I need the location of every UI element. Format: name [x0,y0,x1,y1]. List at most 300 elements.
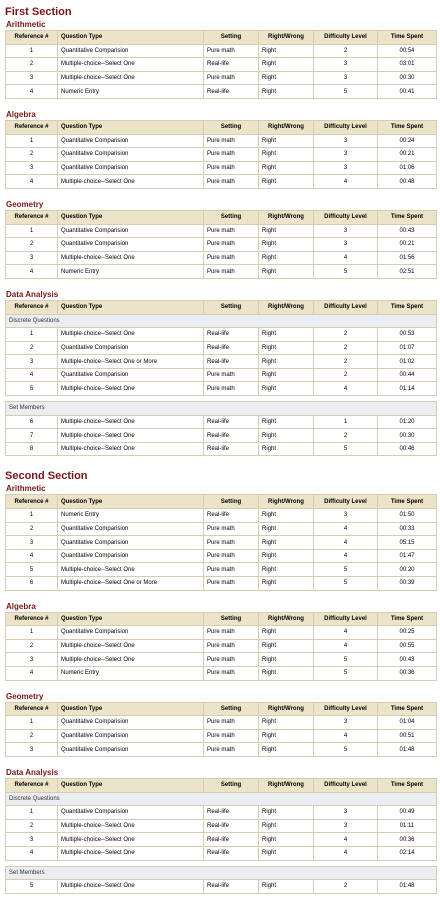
table-cell: Right [259,639,314,653]
results-table [5,120,437,189]
table-cell: Right [259,58,314,72]
table-cell: 5 [314,577,378,591]
table-cell: Multiple-choice--Select One [58,639,204,653]
column-header: Right/Wrong [259,702,314,716]
table-cell: Multiple-choice--Select One [58,442,204,456]
table-cell: Quantitative Comparision [58,806,204,820]
table-row [6,743,437,757]
table-cell: 1 [6,328,58,342]
group-header-row [6,314,437,328]
table-cell: 2 [314,429,378,443]
table-cell: 3 [314,819,378,833]
table-cell: Pure math [204,44,259,58]
results-table [5,30,437,99]
table-cell: 00:21 [378,238,437,252]
table-cell: 3 [314,238,378,252]
table-cell: 5 [314,743,378,757]
column-header: Reference # [6,31,58,45]
table-cell: Multiple-choice--Select One [58,328,204,342]
table-cell: Pure math [204,577,259,591]
table-cell: Pure math [204,549,259,563]
results-table [5,300,437,457]
table-cell: 01:20 [378,415,437,429]
table-cell: 4 [6,265,58,279]
table-row [6,341,437,355]
table-cell: 02:51 [378,265,437,279]
table-row [6,368,437,382]
table-cell: 1 [6,44,58,58]
table-cell: 4 [314,833,378,847]
table-cell: 5 [314,666,378,680]
group-header-row [6,402,437,416]
table-cell: Right [259,729,314,743]
column-header: Right/Wrong [259,778,314,792]
table-cell: Real-life [204,341,259,355]
table-cell: Pure math [204,729,259,743]
table-cell: Numeric Entry [58,509,204,523]
table-row [6,806,437,820]
column-header: Setting [204,495,259,509]
table-cell: Pure math [204,536,259,550]
table-cell: Right [259,355,314,369]
table-cell: 4 [6,549,58,563]
table-cell: 2 [6,341,58,355]
table-cell: 4 [314,522,378,536]
column-header: Time Spent [378,612,437,626]
report-section [0,470,440,893]
table-cell: 00:36 [378,833,437,847]
table-cell: 4 [314,549,378,563]
table-cell: 05:15 [378,536,437,550]
results-table [5,210,437,279]
column-header: Time Spent [378,778,437,792]
table-cell: Real-life [204,442,259,456]
table-row [6,833,437,847]
table-cell: Right [259,666,314,680]
table-cell: Pure math [204,522,259,536]
table-cell: Right [259,846,314,860]
table-cell: Right [259,442,314,456]
table-cell: Multiple-choice--Select One [58,429,204,443]
table-cell: Multiple-choice--Select One [58,653,204,667]
table-cell: Pure math [204,148,259,162]
table-cell: 3 [6,161,58,175]
column-header: Difficulty Level [314,300,378,314]
table-cell: 2 [314,355,378,369]
table-cell: Multiple-choice--Select One [58,58,204,72]
table-cell: Numeric Entry [58,85,204,99]
table-cell: Pure math [204,382,259,396]
table-cell: Right [259,880,314,894]
column-header: Time Spent [378,120,437,134]
table-cell: Right [259,175,314,189]
table-cell: Right [259,509,314,523]
column-header: Difficulty Level [314,778,378,792]
table-cell: Real-life [204,328,259,342]
table-cell: Right [259,716,314,730]
table-cell: 4 [6,175,58,189]
table-cell: Quantitative Comparision [58,536,204,550]
table-cell: Multiple-choice--Select One or More [58,577,204,591]
category-title: Data Analysis [6,289,59,299]
table-row [6,415,437,429]
table-cell: 00:21 [378,148,437,162]
table-cell: Real-life [204,509,259,523]
table-cell: 5 [314,442,378,456]
table-cell: 1 [314,415,378,429]
table-cell: Pure math [204,251,259,265]
table-cell: 01:11 [378,819,437,833]
table-cell: 5 [6,382,58,396]
table-row [6,355,437,369]
table-cell: Numeric Entry [58,666,204,680]
table-cell: Right [259,626,314,640]
table-cell: Pure math [204,224,259,238]
table-cell: 4 [314,639,378,653]
table-cell: Right [259,382,314,396]
table-cell: 00:30 [378,429,437,443]
column-header: Difficulty Level [314,702,378,716]
table-cell: Right [259,806,314,820]
table-cell: Pure math [204,639,259,653]
column-header: Right/Wrong [259,210,314,224]
table-cell: 1 [6,224,58,238]
table-cell: 1 [6,134,58,148]
table-cell: 2 [6,819,58,833]
table-cell: Right [259,161,314,175]
table-cell: 2 [6,639,58,653]
table-cell: Right [259,238,314,252]
table-cell: 01:56 [378,251,437,265]
table-cell: Real-life [204,355,259,369]
table-cell: 01:48 [378,880,437,894]
table-cell: Right [259,328,314,342]
table-cell: Pure math [204,238,259,252]
group-label: Set Members [6,866,437,880]
table-cell: 4 [314,382,378,396]
table-cell: 4 [314,251,378,265]
table-cell: 4 [6,85,58,99]
table-cell: 3 [314,509,378,523]
table-cell: 00:43 [378,653,437,667]
column-header: Setting [204,702,259,716]
table-cell: 00:49 [378,806,437,820]
table-cell: 5 [6,880,58,894]
table-cell: Quantitative Comparision [58,341,204,355]
table-cell: Multiple-choice--Select One [58,563,204,577]
table-cell: Quantitative Comparision [58,44,204,58]
table-cell: Right [259,563,314,577]
column-header: Time Spent [378,300,437,314]
column-header: Setting [204,210,259,224]
table-row [6,563,437,577]
category-block [0,199,440,279]
table-row [6,653,437,667]
table-cell: 3 [6,251,58,265]
table-cell: 01:47 [378,549,437,563]
category-title: Data Analysis [6,767,59,777]
table-cell: 2 [314,880,378,894]
column-header: Reference # [6,300,58,314]
table-cell: Quantitative Comparision [58,368,204,382]
table-cell: Quantitative Comparision [58,729,204,743]
table-row [6,536,437,550]
table-cell: 2 [6,522,58,536]
table-cell: 3 [314,224,378,238]
group-label: Discrete Questions [6,314,437,328]
table-cell: 01:06 [378,161,437,175]
column-header: Difficulty Level [314,495,378,509]
table-cell: 5 [314,653,378,667]
table-row [6,175,437,189]
table-cell: Real-life [204,85,259,99]
table-cell: 2 [314,341,378,355]
column-header: Reference # [6,495,58,509]
table-cell: 2 [6,729,58,743]
column-header: Time Spent [378,702,437,716]
table-cell: 3 [314,806,378,820]
table-header-row [6,120,437,134]
table-cell: 3 [314,134,378,148]
category-title: Algebra [6,601,36,611]
table-cell: Multiple-choice--Select One [58,819,204,833]
table-cell: 00:53 [378,328,437,342]
table-row [6,716,437,730]
category-block [0,19,440,99]
table-cell: Right [259,819,314,833]
column-header: Difficulty Level [314,210,378,224]
table-cell: 00:54 [378,44,437,58]
table-cell: Pure math [204,563,259,577]
table-cell: Pure math [204,626,259,640]
table-cell: 4 [6,666,58,680]
table-cell: 3 [314,58,378,72]
table-cell: 01:14 [378,382,437,396]
table-cell: Right [259,224,314,238]
table-cell: 3 [6,355,58,369]
table-row [6,58,437,72]
column-header: Right/Wrong [259,300,314,314]
table-cell: Quantitative Comparision [58,238,204,252]
table-cell: 00:33 [378,522,437,536]
table-cell: Right [259,85,314,99]
column-header: Setting [204,300,259,314]
table-cell: Right [259,522,314,536]
column-header: Right/Wrong [259,120,314,134]
table-cell: Pure math [204,134,259,148]
table-cell: Real-life [204,833,259,847]
results-table [5,494,437,590]
category-title: Arithmetic [6,20,46,29]
table-cell: 2 [6,238,58,252]
table-cell: 01:04 [378,716,437,730]
table-cell: Right [259,577,314,591]
table-cell: 00:39 [378,577,437,591]
table-cell: 4 [6,368,58,382]
table-row [6,85,437,99]
column-header: Question Type [58,210,204,224]
table-cell: 4 [6,846,58,860]
table-row [6,509,437,523]
table-cell: 4 [314,536,378,550]
table-cell: 00:43 [378,224,437,238]
column-header: Setting [204,778,259,792]
table-cell: 3 [6,743,58,757]
table-cell: 00:55 [378,639,437,653]
column-header: Setting [204,120,259,134]
table-cell: 6 [6,577,58,591]
table-cell: Real-life [204,880,259,894]
column-header: Reference # [6,612,58,626]
table-cell: 01:02 [378,355,437,369]
table-row [6,251,437,265]
table-cell: 3 [314,716,378,730]
table-header-row [6,300,437,314]
column-header: Question Type [58,120,204,134]
column-header: Time Spent [378,31,437,45]
table-cell: Right [259,743,314,757]
category-block [0,691,440,757]
table-cell: 5 [6,563,58,577]
results-table [5,778,437,894]
table-cell: 00:24 [378,134,437,148]
column-header: Time Spent [378,210,437,224]
category-title: Algebra [6,109,36,119]
table-cell: Multiple-choice--Select One [58,71,204,85]
table-cell: Right [259,148,314,162]
table-cell: 00:51 [378,729,437,743]
table-row [6,44,437,58]
column-header: Question Type [58,495,204,509]
table-cell: Right [259,429,314,443]
table-row [6,161,437,175]
table-cell: 7 [6,429,58,443]
category-block [0,601,440,681]
table-cell: Multiple-choice--Select One [58,880,204,894]
report-section [0,6,440,456]
results-table [5,612,437,681]
column-header: Right/Wrong [259,495,314,509]
table-cell: Quantitative Comparision [58,134,204,148]
table-cell: Pure math [204,161,259,175]
table-cell: Right [259,653,314,667]
table-cell: 2 [314,44,378,58]
table-cell: 2 [6,148,58,162]
table-row [6,819,437,833]
table-cell: Real-life [204,58,259,72]
table-header-row [6,495,437,509]
category-block [0,109,440,189]
column-header: Setting [204,31,259,45]
table-cell: Quantitative Comparision [58,522,204,536]
table-cell: Quantitative Comparision [58,626,204,640]
column-header: Time Spent [378,495,437,509]
table-row [6,328,437,342]
table-cell: 02:14 [378,846,437,860]
table-cell: 3 [6,536,58,550]
table-cell: Right [259,44,314,58]
table-cell: Quantitative Comparision [58,148,204,162]
table-row [6,666,437,680]
section-title: First Section [5,6,72,18]
table-cell: Pure math [204,666,259,680]
table-cell: 01:50 [378,509,437,523]
table-cell: Pure math [204,716,259,730]
table-cell: 3 [314,148,378,162]
table-cell: Quantitative Comparision [58,743,204,757]
table-cell: Real-life [204,806,259,820]
table-cell: Right [259,368,314,382]
table-cell: Right [259,134,314,148]
table-cell: 01:48 [378,743,437,757]
table-cell: Real-life [204,429,259,443]
table-cell: 1 [6,509,58,523]
table-cell: Pure math [204,265,259,279]
table-cell: Quantitative Comparision [58,224,204,238]
column-header: Setting [204,612,259,626]
table-cell: 00:46 [378,442,437,456]
table-cell: Right [259,251,314,265]
table-cell: 6 [6,415,58,429]
table-cell: Numeric Entry [58,265,204,279]
table-cell: Right [259,833,314,847]
table-cell: 00:36 [378,666,437,680]
table-row [6,577,437,591]
table-cell: 03:01 [378,58,437,72]
table-row [6,880,437,894]
column-header: Reference # [6,702,58,716]
category-title: Geometry [6,199,44,209]
table-row [6,134,437,148]
table-cell: 2 [6,58,58,72]
table-cell: 3 [314,71,378,85]
table-cell: 00:30 [378,71,437,85]
category-title: Arithmetic [6,484,46,494]
table-cell: Pure math [204,71,259,85]
table-header-row [6,778,437,792]
table-cell: 4 [314,626,378,640]
column-header: Reference # [6,210,58,224]
table-cell: Quantitative Comparision [58,161,204,175]
table-cell: Real-life [204,415,259,429]
table-cell: Right [259,265,314,279]
column-header: Reference # [6,120,58,134]
table-cell: Right [259,71,314,85]
table-cell: 1 [6,806,58,820]
table-row [6,265,437,279]
table-cell: Real-life [204,819,259,833]
table-cell: Quantitative Comparision [58,549,204,563]
column-header: Difficulty Level [314,31,378,45]
table-cell: 3 [6,833,58,847]
column-header: Difficulty Level [314,612,378,626]
table-row [6,626,437,640]
table-cell: 1 [6,626,58,640]
group-header-row [6,792,437,806]
table-cell: Pure math [204,653,259,667]
column-header: Question Type [58,300,204,314]
column-header: Question Type [58,778,204,792]
table-cell: 2 [314,328,378,342]
table-cell: 3 [314,161,378,175]
table-header-row [6,612,437,626]
table-cell: Multiple-choice--Select One [58,846,204,860]
category-block [0,767,440,894]
table-cell: 00:20 [378,563,437,577]
table-cell: 00:41 [378,85,437,99]
category-title: Geometry [6,691,44,701]
table-row [6,522,437,536]
